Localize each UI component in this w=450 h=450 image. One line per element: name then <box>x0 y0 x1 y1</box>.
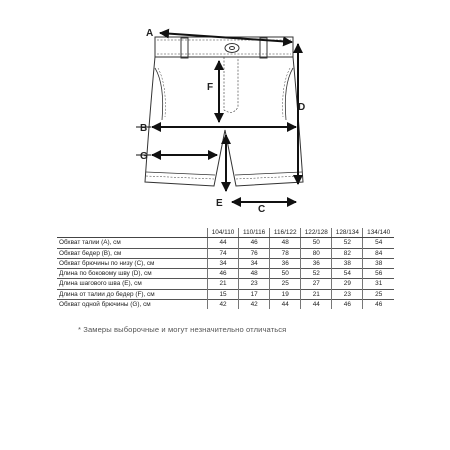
letter-e: E <box>216 198 223 209</box>
size-table <box>57 228 394 309</box>
table-cell: 46 <box>239 238 270 248</box>
table-row <box>57 248 394 258</box>
table-cell: 21 <box>208 279 239 289</box>
letter-f: F <box>207 82 214 93</box>
letter-b: B <box>140 123 148 134</box>
table-header-cell: 104/110 <box>208 228 239 238</box>
row-label: Длина от талии до бедер (F), см <box>57 289 208 299</box>
table-cell: 21 <box>301 289 332 299</box>
table-cell: 52 <box>301 269 332 279</box>
table-cell: 31 <box>363 279 394 289</box>
table-header-cell: 116/122 <box>270 228 301 238</box>
table-cell: 50 <box>301 238 332 248</box>
table-cell: 38 <box>332 258 363 268</box>
table-cell: 82 <box>332 248 363 258</box>
row-label: Обхват брючины по низу (С), см <box>57 258 208 268</box>
table-cell: 42 <box>208 300 239 310</box>
table-cell: 50 <box>270 269 301 279</box>
table-cell: 46 <box>363 300 394 310</box>
table-row <box>57 289 394 299</box>
table-cell: 36 <box>301 258 332 268</box>
table-row <box>57 279 394 289</box>
table-cell: 44 <box>208 238 239 248</box>
table-cell: 15 <box>208 289 239 299</box>
table-cell: 78 <box>270 248 301 258</box>
shorts-outline <box>145 37 306 186</box>
table-cell: 52 <box>332 238 363 248</box>
table-cell: 84 <box>363 248 394 258</box>
table-header-cell: 134/140 <box>363 228 394 238</box>
table-cell: 44 <box>270 300 301 310</box>
table-cell: 54 <box>332 269 363 279</box>
table-header-cell: 128/134 <box>332 228 363 238</box>
table-cell: 17 <box>239 289 270 299</box>
row-label: Обхват одной брючины (G), см <box>57 300 208 310</box>
letter-d: D <box>298 102 306 113</box>
letter-c: C <box>258 204 266 215</box>
table-header-cell <box>57 228 208 238</box>
table-cell: 23 <box>332 289 363 299</box>
letter-a: A <box>146 28 154 39</box>
table-cell: 48 <box>270 238 301 248</box>
row-label: Обхват бедер (В), см <box>57 248 208 258</box>
footnote: * Замеры выборочные и могут незначительно отличаться <box>78 325 287 334</box>
table-cell: 38 <box>363 258 394 268</box>
table-cell: 44 <box>301 300 332 310</box>
table-cell: 19 <box>270 289 301 299</box>
table-cell: 42 <box>239 300 270 310</box>
table-row <box>57 258 394 268</box>
table-cell: 46 <box>208 269 239 279</box>
table-cell: 54 <box>363 238 394 248</box>
table-cell: 29 <box>332 279 363 289</box>
letter-g: G <box>140 151 148 162</box>
table-cell: 25 <box>270 279 301 289</box>
row-label: Длина по боковому шву (D), см <box>57 269 208 279</box>
table-cell: 76 <box>239 248 270 258</box>
dimension-letters <box>140 28 305 215</box>
table-cell: 48 <box>239 269 270 279</box>
table-cell: 80 <box>301 248 332 258</box>
table-row <box>57 300 394 310</box>
table-header-row <box>57 228 394 238</box>
table-cell: 36 <box>270 258 301 268</box>
table-header-cell: 122/128 <box>301 228 332 238</box>
table-row <box>57 238 394 248</box>
table-cell: 56 <box>363 269 394 279</box>
table-cell: 46 <box>332 300 363 310</box>
table-cell: 34 <box>239 258 270 268</box>
row-label: Длина шагового шва (Е), см <box>57 279 208 289</box>
table-cell: 74 <box>208 248 239 258</box>
table-cell: 27 <box>301 279 332 289</box>
table-row <box>57 269 394 279</box>
table-cell: 23 <box>239 279 270 289</box>
table-header-cell: 110/116 <box>239 228 270 238</box>
table-body <box>57 238 394 310</box>
table-cell: 34 <box>208 258 239 268</box>
table-cell: 25 <box>363 289 394 299</box>
row-label: Обхват талии (А), см <box>59 239 121 247</box>
